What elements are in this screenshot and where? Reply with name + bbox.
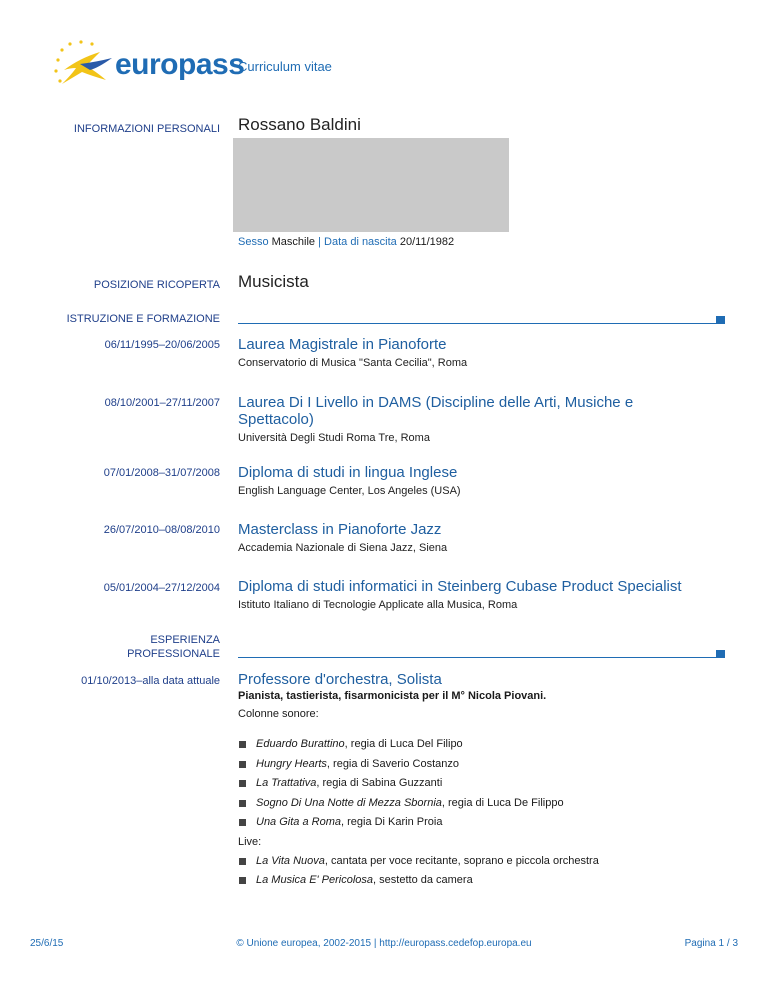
bullet-icon (239, 858, 246, 865)
experience-subtitle: Pianista, tastierista, fisarmonicista per il M° Nicola Piovani. (238, 690, 547, 702)
education-dates: 08/10/2001–27/11/2007 (104, 397, 220, 409)
work-credit: , regia di Saverio Costanzo (326, 757, 459, 770)
document-title: Curriculum vitae (238, 59, 332, 74)
photo-placeholder (233, 138, 509, 232)
education-entry (238, 464, 461, 497)
section-divider (238, 323, 718, 324)
bullet-icon (239, 741, 246, 748)
meta-separator: | (318, 236, 321, 248)
work-credit: , regia di Luca De Filippo (441, 796, 564, 809)
education-title: Diploma di studi informatici in Steinberg Cubase Product Specialist (238, 578, 682, 595)
education-dates: 06/11/1995–20/06/2005 (104, 339, 220, 351)
work-title: Hungry Hearts (256, 757, 327, 770)
bullet-icon (239, 761, 246, 768)
work-credit: , cantata per voce recitante, soprano e piccola orchestra (324, 854, 599, 867)
education-org: English Language Center, Los Angeles (USA) (238, 485, 461, 497)
bullet-icon (239, 800, 246, 807)
section-label-experience (127, 633, 220, 661)
education-dates: 26/07/2010–08/08/2010 (103, 524, 220, 536)
list-item (238, 738, 708, 758)
education-org: Accademia Nazionale di Siena Jazz, Siena (238, 542, 448, 554)
bullet-icon (239, 819, 246, 826)
education-org: Istituto Italiano di Tecnologie Applicate alla Musica, Roma (238, 599, 518, 611)
education-title: Diploma di studi in lingua Inglese (238, 464, 458, 481)
soundtracks-list (238, 738, 708, 836)
list-item (238, 855, 708, 875)
section-divider-marker (716, 316, 725, 324)
list-item (238, 874, 708, 894)
sex-value: Maschile (271, 236, 316, 248)
work-title: Una Gita a Roma (256, 816, 341, 828)
education-entry (238, 394, 638, 444)
education-dates: 05/01/2004–27/12/2004 (103, 582, 220, 594)
education-title: Masterclass in Pianoforte Jazz (238, 521, 442, 538)
footer-page-number: Pagina 1 / 3 (684, 938, 738, 949)
bullet-icon (239, 877, 246, 884)
work-title: La Vita Nuova (256, 854, 325, 867)
sex-label: Sesso (238, 236, 269, 248)
experience-title: Professore d'orchestra, Solista (238, 671, 442, 688)
education-entry (238, 521, 447, 554)
birth-label: Data di nascita (324, 236, 397, 248)
section-label-position: POSIZIONE RICOPERTA (93, 279, 220, 291)
work-title: La Trattativa (256, 777, 317, 789)
education-title: Laurea Di I Livello in DAMS (Discipline delle Arti, Musiche e Spettacolo) (238, 394, 634, 428)
list-item (238, 797, 708, 817)
section-label-personal: INFORMAZIONI PERSONALI (73, 123, 220, 135)
work-credit: , regia Di Karin Proia (340, 816, 443, 828)
birth-value: 20/11/1982 (399, 236, 455, 248)
education-entry (238, 578, 682, 611)
education-dates: 07/01/2008–31/07/2008 (103, 467, 220, 479)
section-label-experience-line1: ESPERIENZA (150, 634, 220, 646)
education-title: Laurea Magistrale in Pianoforte (238, 336, 447, 353)
section-label-education: ISTRUZIONE E FORMAZIONE (66, 313, 220, 325)
personal-meta (238, 236, 454, 248)
section-label-experience-line2: PROFESSIONALE (127, 648, 220, 660)
europass-wordmark: europass (115, 48, 245, 81)
work-credit: , regia di Luca Del Filipo (344, 738, 463, 750)
work-title: Eduardo Burattino (256, 738, 345, 750)
work-credit: , regia di Sabina Guzzanti (316, 777, 443, 789)
position-value: Musicista (238, 272, 309, 291)
section-divider-marker (716, 650, 725, 658)
experience-entry (238, 671, 708, 894)
europass-star-figure-icon (50, 40, 120, 90)
candidate-name: Rossano Baldini (238, 115, 361, 134)
soundtracks-label: Colonne sonore: (238, 708, 319, 720)
experience-dates: 01/10/2013–alla data attuale (81, 675, 220, 687)
list-item (238, 758, 708, 778)
live-list (238, 855, 708, 894)
section-divider (238, 657, 718, 658)
education-org: Conservatorio di Musica "Santa Cecilia", Roma (238, 357, 468, 369)
footer-date: 25/6/15 (30, 938, 64, 949)
education-entry (238, 336, 467, 369)
list-item (238, 816, 708, 836)
education-org: Università Degli Studi Roma Tre, Roma (238, 432, 430, 444)
work-title: La Musica E' Pericolosa (256, 874, 374, 886)
list-item (238, 777, 708, 797)
live-label: Live: (238, 835, 262, 848)
bullet-icon (239, 780, 246, 787)
work-title: Sogno Di Una Notte di Mezza Sbornia (256, 796, 442, 809)
footer-copyright: © Unione europea, 2002-2015 | http://europass.cedefop.europa.eu (236, 938, 532, 949)
work-credit: , sestetto da camera (373, 874, 473, 886)
